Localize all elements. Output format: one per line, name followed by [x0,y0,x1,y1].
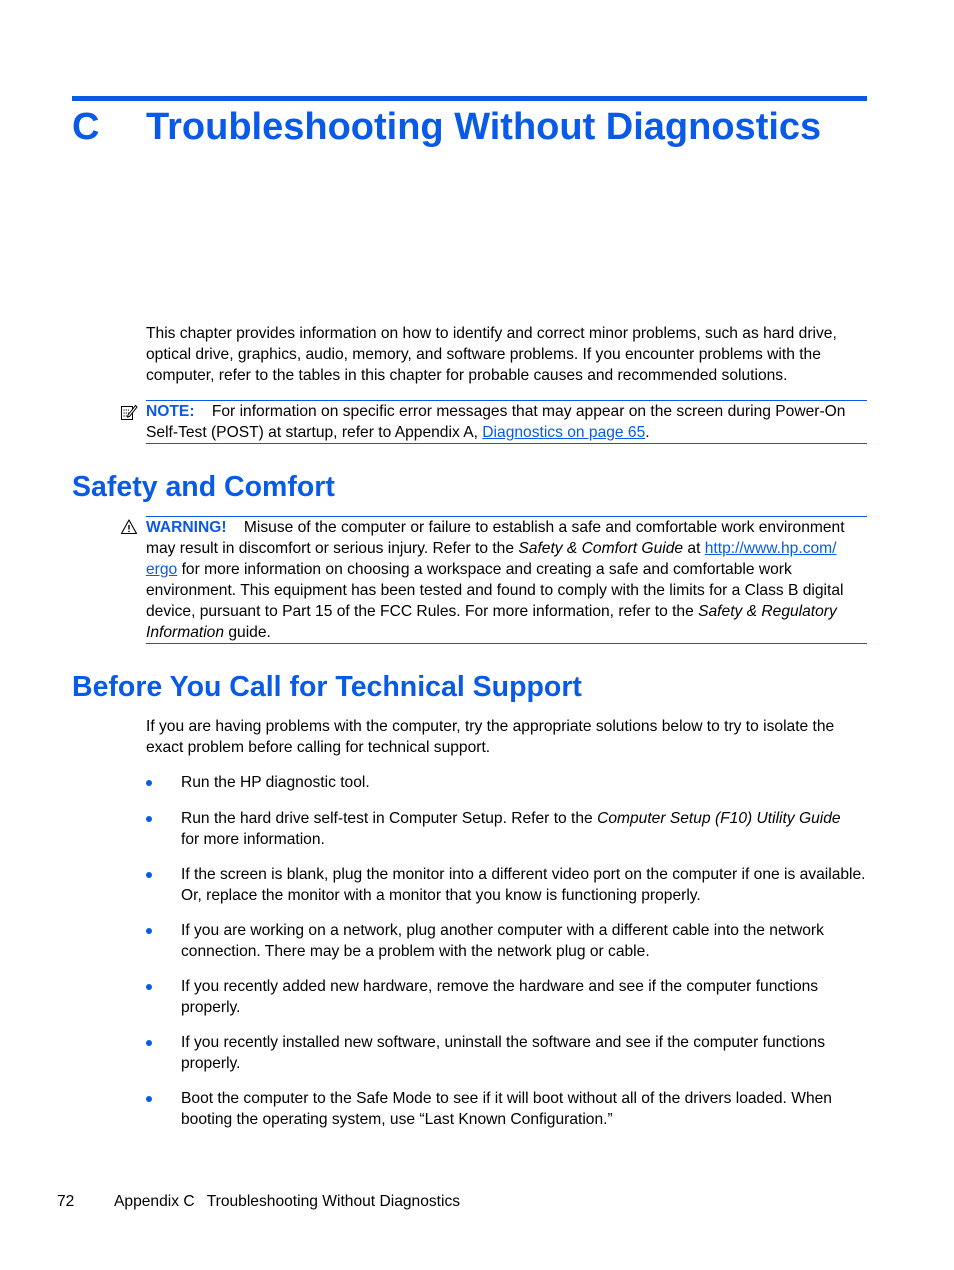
bullet-text: If you recently added new hardware, remove the hardware and see if the computer functions properly. [181,978,819,1016]
safety-heading: Safety and Comfort [72,471,335,503]
page-footer [57,1191,460,1212]
note-label: NOTE: [146,403,195,420]
diagnostics-link[interactable]: Diagnostics on page 65 [482,424,646,441]
bullet-dot [146,780,152,786]
bullet-dot [146,928,152,934]
note-text-end: . [645,424,650,441]
safety-regulatory-guide-title-b: Information [146,624,225,641]
bullet-text: If you are working on a network, plug another computer with a different cable into the network connection. There may be a problem with the network plug or cable. [181,922,824,960]
bullet-text-lead: Run the hard drive self-test in Computer Setup. Refer to the [181,810,593,827]
safety-regulatory-guide-title-a: Safety & Regulatory [698,603,837,620]
safety-comfort-guide-title: Safety & Comfort Guide [518,540,684,557]
warning-label: WARNING! [146,519,227,536]
warning-text-3: for more information on choosing a workspace and creating a safe and comfortable work environment. This equipment has been tested and found to comply with the limits for a Class B digital device, pursuant to Part 15 of the FCC Rules. For more information, refer to the [146,561,844,620]
bullet-text [181,808,867,850]
footer-appendix: Appendix C [114,1193,195,1210]
bullet-text: If the screen is blank, plug the monitor into a different video port on the computer if one is available. Or, replace the monitor with a monitor that you know is functioning properly. [181,866,866,904]
warning-text-4: guide. [228,624,271,641]
note-text: For information on specific error messages that may appear on the screen during Power-On Self-Test (POST) at startup, refer to Appendix A, [146,403,846,441]
chapter-title [72,101,821,153]
warning-text-1: Misuse of the computer or failure to establish a safe and comfortable work environment may result in discomfort or serious injury. Refer to the [146,519,845,557]
bullet-dot [146,1040,152,1046]
note-pencil-icon [120,403,138,421]
intro-paragraph: This chapter provides information on how to identify and correct minor problems, such as hard drive, optical drive, graphics, audio, memory, and software problems. If you encounter problems with the computer, refer to the tables in this chapter for probable causes and recommended solutions. [146,325,837,384]
hp-ergo-link-part1[interactable]: http://www.hp.com/ [704,540,837,557]
bullet-text: Run the HP diagnostic tool. [181,774,370,791]
warning-paragraph [146,517,867,643]
warning-triangle-icon [120,518,138,536]
bullet-dot [146,1096,152,1102]
chapter-title-text: Troubleshooting Without Diagnostics [146,106,822,148]
hp-ergo-link-part2[interactable]: ergo [146,561,178,578]
note-bottom-rule [146,443,867,444]
support-intro: If you are having problems with the computer, try the appropriate solutions below to try to isolate the exact problem before calling for technical support. [146,718,835,756]
bullet-dot [146,984,152,990]
bullet-dot [146,872,152,878]
warning-text-2: at [687,540,701,557]
note-paragraph [146,401,867,443]
warning-bottom-rule [146,643,867,644]
bullet-dot [146,816,152,822]
computer-setup-guide-title: Computer Setup (F10) Utility Guide [597,810,841,827]
chapter-letter: C [72,106,100,148]
bullet-text: If you recently installed new software, uninstall the software and see if the computer functions properly. [181,1034,826,1072]
footer-title: Troubleshooting Without Diagnostics [206,1193,461,1210]
bullet-text-tail: for more information. [181,831,325,848]
page-number: 72 [57,1193,75,1210]
support-heading: Before You Call for Technical Support [72,671,582,703]
bullet-text: Boot the computer to the Safe Mode to see if it will boot without all of the drivers loaded. When booting the operating system, use “Last Known Configuration.” [181,1090,832,1128]
